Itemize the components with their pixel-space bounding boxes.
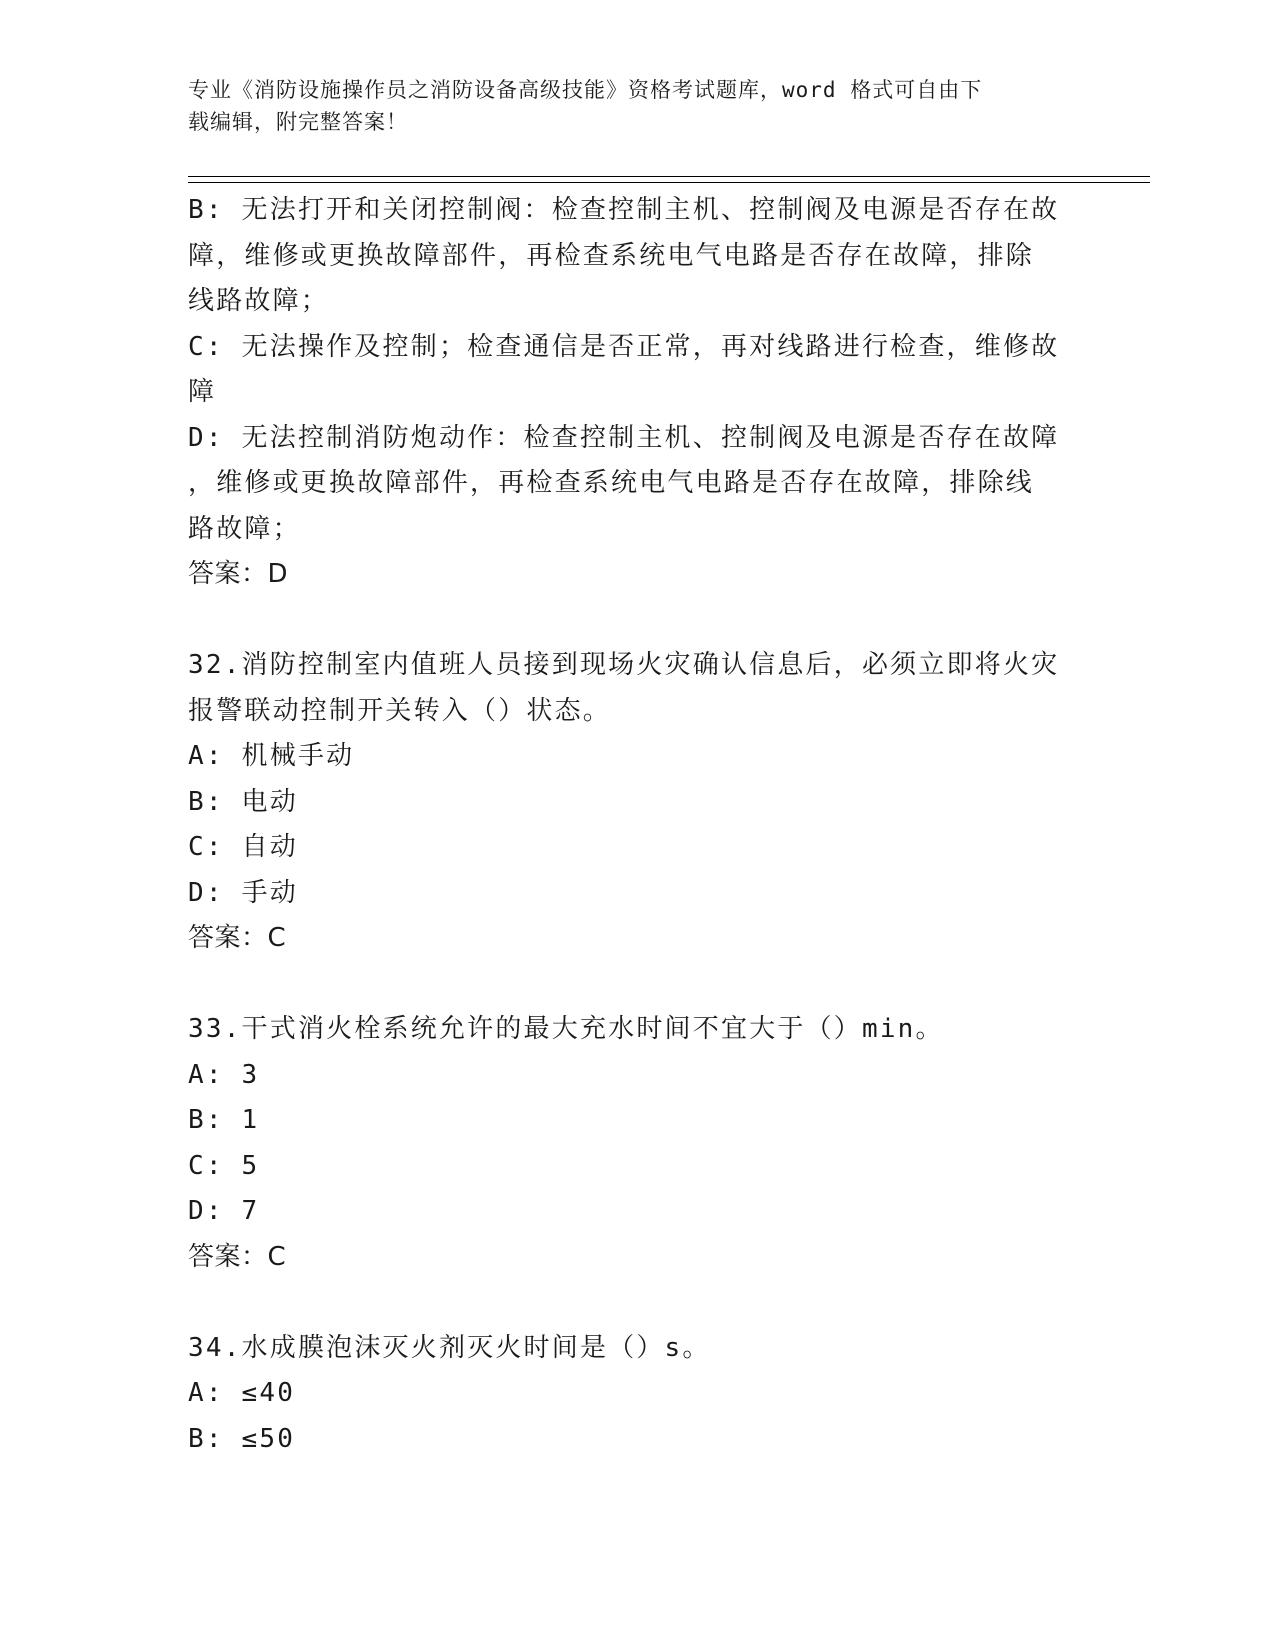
question-33-option-c: C: 5 bbox=[188, 1150, 260, 1181]
spacer bbox=[188, 1280, 1088, 1326]
question-32-option-a: A: 机械手动 bbox=[188, 741, 355, 771]
option-c-line-1: C: 无法操作及控制；检查通信是否正常，再对线路进行检查，维修故 bbox=[188, 331, 1060, 362]
question-34-text: 34.水成膜泡沫灭火剂灭火时间是（）s。 bbox=[188, 1332, 711, 1363]
option-d-line-1: D: 无法控制消防炮动作：检查控制主机、控制阀及电源是否存在故障 bbox=[188, 422, 1060, 453]
spacer bbox=[188, 962, 1088, 1008]
question-32-option-c: C: 自动 bbox=[188, 832, 298, 862]
question-32-option-b: B: 电动 bbox=[188, 786, 298, 817]
prev-question-block bbox=[188, 188, 1088, 598]
question-33-option-a: A: 3 bbox=[188, 1059, 260, 1090]
spacer bbox=[188, 598, 1088, 644]
header-line-1: 专业《消防设施操作员之消防设备高级技能》资格考试题库，word 格式可自由下 bbox=[188, 78, 983, 102]
header-divider-top bbox=[188, 176, 1150, 177]
question-content bbox=[188, 188, 1088, 1462]
question-32-answer: 答案：C bbox=[188, 923, 287, 953]
question-32-option-d: D: 手动 bbox=[188, 877, 298, 908]
question-32-block bbox=[188, 643, 1088, 962]
option-c-line-2: 障 bbox=[188, 377, 217, 407]
option-b-line-3: 线路故障； bbox=[188, 286, 330, 316]
option-b-line-1: B: 无法打开和关闭控制阀：检查控制主机、控制阀及电源是否存在故 bbox=[188, 195, 1060, 225]
question-33-option-d: D: 7 bbox=[188, 1196, 260, 1226]
question-33-block bbox=[188, 1007, 1088, 1280]
question-33-option-b: B: 1 bbox=[188, 1105, 260, 1135]
header-line-2: 载编辑，附完整答案！ bbox=[188, 110, 408, 134]
question-34-block bbox=[188, 1326, 1088, 1463]
option-d-line-3: 路故障； bbox=[188, 513, 301, 544]
answer-label: 答案：D bbox=[188, 559, 289, 589]
document-header bbox=[188, 74, 1088, 138]
question-32-text-line-1: 32.消防控制室内值班人员接到现场火灾确认信息后，必须立即将火灾 bbox=[188, 650, 1060, 680]
question-34-option-b: B: ≤50 bbox=[188, 1423, 296, 1454]
question-33-answer: 答案：C bbox=[188, 1241, 287, 1272]
question-34-option-a: A: ≤40 bbox=[188, 1378, 296, 1408]
question-33-text: 33.干式消火栓系统允许的最大充水时间不宜大于（）min。 bbox=[188, 1014, 944, 1044]
option-b-line-2: 障，维修或更换故障部件，再检查系统电气电路是否存在故障，排除 bbox=[188, 240, 1035, 271]
question-32-text-line-2: 报警联动控制开关转入（）状态。 bbox=[188, 695, 612, 726]
option-d-line-2: ，维修或更换故障部件，再检查系统电气电路是否存在故障，排除线 bbox=[188, 468, 1035, 498]
header-divider-bottom bbox=[188, 182, 1150, 183]
